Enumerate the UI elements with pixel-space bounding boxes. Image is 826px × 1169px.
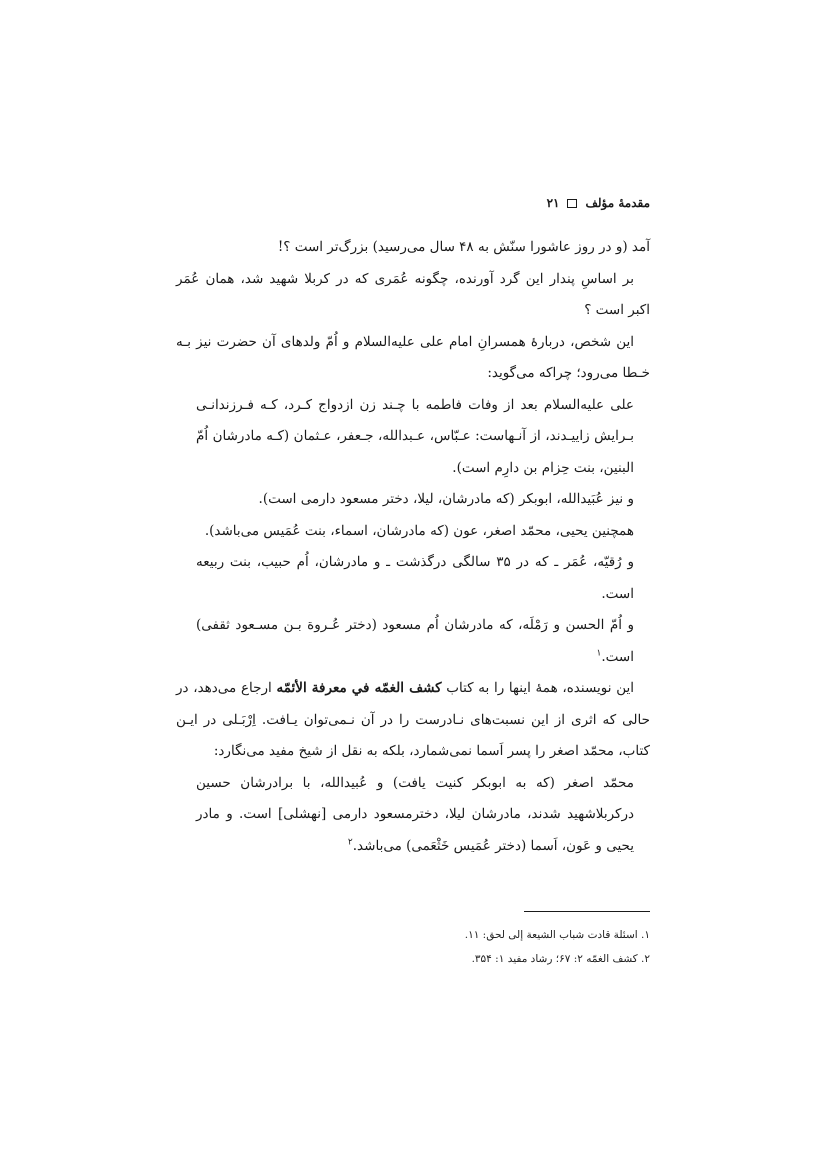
paragraph: بر اساسِ پندار این گرد آورنده، چگونه عُمَری که در کربلا شهید شد، همان عُمَر اکبر است ؟ [176, 270, 650, 318]
chapter-title: مقدمهٔ مؤلف [585, 196, 650, 210]
footnote: ۱. اسئلة قادت شباب الشیعة إلی لحق: ۱۱. [464, 929, 650, 941]
footnote: ۲. کشف الغمّه ۲: ۶۷؛ رشاد مفید ۱: ۳۵۴. [471, 953, 650, 965]
quote-paragraph [176, 768, 650, 863]
book-title: کشف الغمّه في معرفة الأئمّه [276, 680, 442, 696]
quote-paragraph: علی علیه‌السلام بعد از وفات فاطمه با چـند زن ازدواج کـرد، کـه فـرزندانـی بـرایش زاییـدند، از آنـهاست: عـبّاس، عـبدالله، جـعفر، عـثمان (کـه مادرشان اُمّ البنین، بنت حِزام بن دارِم است). [196, 396, 634, 476]
paragraph: آمد (و در روز عاشورا سنّش به ۴۸ سال می‌رسید) بزرگ‌تر است ؟! [277, 239, 650, 255]
quote-paragraph: و نیز عُبَیدالله، ابوبکر (که مادرشان، لیلا، دختر مسعود دارمی است). [258, 491, 634, 507]
paragraph-text: ارجاع می‌دهد، در حالی که اثری از این نسبت‌های نـادرست را در آن نـمی‌توان یـافت. اِرْبَـلی در ایـن کتاب، محمّد اصغر را پسر اَسما نمی‌شمارد، بلکه به نقل از شیخ مفید می‌نگارد: [176, 680, 650, 759]
quote-paragraph: همچنین یحیی، محمّد اصغر، عون (که مادرشان، اسماء، بنت عُمَیس می‌باشد). [204, 522, 634, 539]
square-box-icon [567, 199, 577, 208]
footnote-divider [524, 911, 650, 912]
quote-text: و اُمّ الحسن و رَمْلَه، که مادرشان اُم مسعود (دختر عُـروة بـن مسـعود ثقفی) است. [196, 617, 634, 665]
footnote-ref: ۲ [347, 837, 353, 847]
quote-paragraph [176, 610, 650, 673]
paragraph [176, 673, 650, 768]
footnotes [176, 923, 650, 971]
page-header [547, 196, 650, 210]
quote-paragraph: و رُقیّه، عُمَر ـ که در ۳۵ سالگی درگذشت ـ و مادرشان، اُم حبیب، بنت ربیعه است. [196, 554, 634, 602]
footnote-ref: ۱ [596, 648, 602, 658]
body-text [176, 232, 650, 862]
paragraph: این شخص، دربارهٔ همسرانِ امام علی علیه‌السلام و اُمّ ولدهای آن حضرت نیز بـه خـطا می‌رود؛ چراکه می‌گوید: [176, 333, 650, 381]
paragraph-text: این نویسنده، همهٔ اینها را به کتاب [441, 680, 634, 696]
page-number: ۲۱ [546, 196, 560, 210]
quote-text: محمّد اصغر (که به ابوبکر کنیت یافت) و عُبیدالله، با برادرشان حسین درکربلاشهید شدند، مادرشان لیلا، دخترمسعود دارمی [نهشلی] است. و مادر یحیی و عَون، اَسما (دختر عُمَیس خَثْعَمی) می‌باشد. [196, 774, 634, 854]
